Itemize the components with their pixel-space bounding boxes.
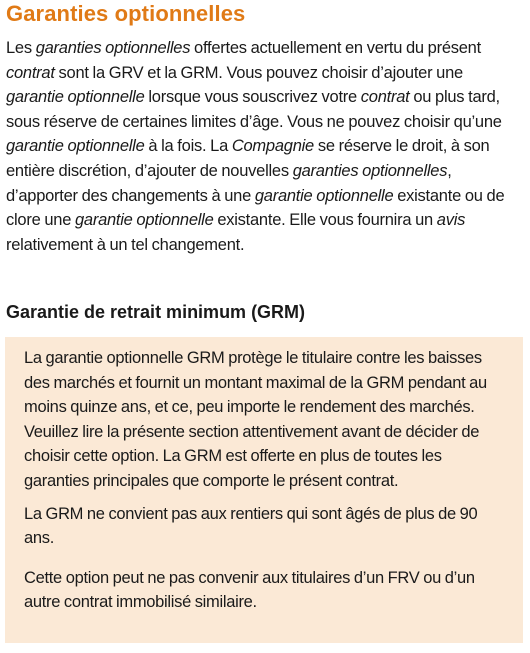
- intro-text: existante ou de clore une: [6, 186, 505, 230]
- callout-paragraph-age-limit: La GRM ne convient pas aux rentiers qui sont âgés de plus de 90 ans.: [24, 504, 478, 548]
- intro-text: relativement à un tel changement.: [6, 235, 245, 254]
- intro-emphasis: avis: [436, 211, 466, 230]
- intro-emphasis: Compagnie: [231, 137, 314, 156]
- callout-paragraph-frv-warning: Cette option peut ne pas convenir aux titulaires d’un FRV ou d’un autre contrat immobilisé similaire.: [24, 568, 475, 612]
- callout-paragraph-description: La garantie optionnelle GRM protège le titulaire contre les baisses des marchés et fournit un montant maximal de la GRM pendant au moins quinze ans, et ce, peu importe le rendement des marchés. Veuillez lire la présente section attentivement avant de décider de choisir cette option. La GRM est offerte en plus de toutes les garanties principales que comporte le présent contrat.: [24, 349, 487, 490]
- intro-emphasis: garantie optionnelle: [6, 137, 145, 156]
- intro-text: sont la GRV et la GRM. Vous pouvez choisir d’ajouter une: [54, 63, 463, 82]
- intro-emphasis: garantie optionnelle: [6, 88, 145, 107]
- intro-emphasis: garanties optionnelles: [292, 161, 448, 180]
- intro-text: offertes actuellement en vertu du présent: [190, 39, 481, 57]
- intro-emphasis: contrat: [6, 63, 55, 82]
- section-title: Garanties optionnelles: [6, 1, 246, 26]
- intro-text: se réserve le droit, à son entière discrétion, d’ajouter de nouvelles: [6, 137, 490, 180]
- intro-text: lorsque vous souscrivez votre: [144, 88, 361, 107]
- intro-emphasis: contrat: [360, 88, 410, 107]
- intro-emphasis: garantie optionnelle: [74, 211, 214, 230]
- callout-box: [5, 337, 523, 643]
- intro-text: , d’apporter des changements à une: [6, 161, 452, 205]
- intro-text: Les: [6, 39, 36, 57]
- intro-emphasis: garantie optionnelle: [254, 186, 394, 205]
- intro-emphasis: garanties optionnelles: [35, 39, 191, 57]
- subsection-title: Garantie de retrait minimum (GRM): [6, 302, 306, 322]
- intro-text: ou plus tard, sous réserve de certaines limites d’âge. Vous ne pouvez choisir qu’une: [6, 88, 502, 131]
- intro-text: à la fois. La: [144, 137, 232, 156]
- intro-paragraph: [6, 36, 520, 257]
- intro-text: existante. Elle vous fournira un: [213, 211, 437, 230]
